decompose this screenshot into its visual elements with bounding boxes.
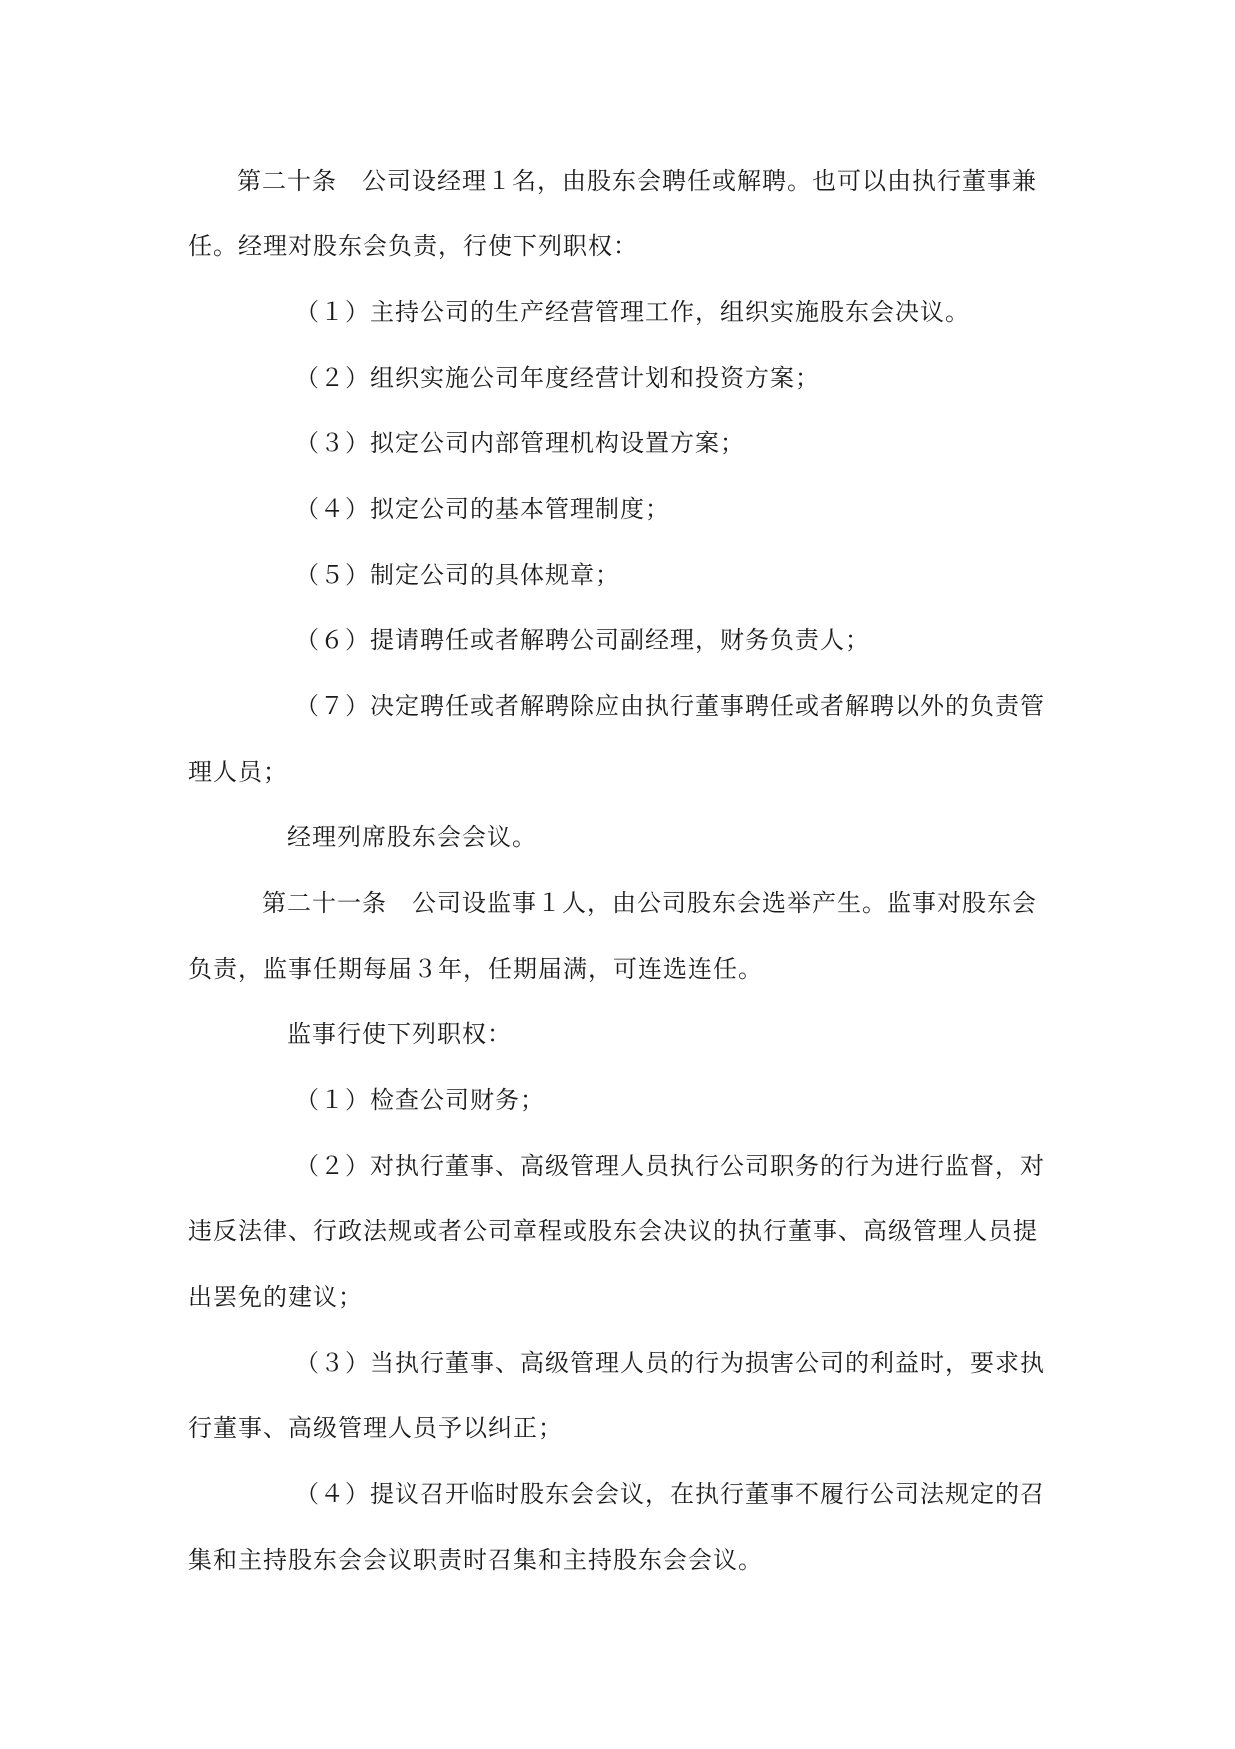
manager-duty-6: （６）提请聘任或者解聘公司副经理，财务负责人；	[295, 626, 870, 654]
supervisor-duty-2-line-3: 出罢免的建议；	[188, 1283, 363, 1311]
supervisor-duty-1: （１）检查公司财务；	[295, 1086, 545, 1114]
supervisor-duty-3-line-1: （ ３ ） 当 执 行 董 事 、 高 级 管 理 人 员 的 行 为 损 害 公 司 的 利 益 时 ， 要 求 执	[295, 1349, 1045, 1377]
manager-duty-4: （４）拟定公司的基本管理制度；	[295, 495, 670, 523]
supervisor-duty-2-line-2: 违 反 法 律 、 行 政 法 规 或 者 公 司 章 程 或 股 东 会 决 议 的 执 行 董 事 、 高 级 管 理 人 员 提	[188, 1217, 1038, 1245]
manager-duty-2: （２）组织实施公司年度经营计划和投资方案；	[295, 364, 820, 392]
article-20-line-2: 任。经理对股东会负责，行使下列职权：	[188, 232, 638, 260]
manager-duty-3: （３）拟定公司内部管理机构设置方案；	[295, 429, 745, 457]
supervisor-duty-4-line-1: （ ４ ） 提 议 召 开 临 时 股 东 会 会 议 ， 在 执 行 董 事 不 履 行 公 司 法 规 定 的 召	[295, 1480, 1045, 1508]
manager-duty-1: （１）主持公司的生产经营管理工作，组织实施股东会决议。	[295, 298, 970, 326]
article-21-line-2: 负责，监事任期每届３年，任期届满，可连选连任。	[188, 955, 763, 983]
manager-duty-7-line-1: （ ７ ） 决 定 聘 任 或 者 解 聘 除 应 由 执 行 董 事 聘 任 或 者 解 聘 以 外 的 负 责 管	[295, 692, 1045, 720]
manager-duty-7-line-2: 理人员；	[188, 758, 288, 786]
manager-attends-meeting: 经理列席股东会会议。	[287, 823, 537, 851]
supervisor-duty-2-line-1: （ ２ ） 对 执 行 董 事 、 高 级 管 理 人 员 执 行 公 司 职 务 的 行 为 进 行 监 督 ， 对	[295, 1152, 1045, 1180]
supervisor-powers-heading: 监事行使下列职权：	[287, 1020, 512, 1048]
article-21-line-1: 第 二 十 一 条 公 司 设 监 事 １ 人 ， 由 公 司 股 东 会 选 举 产 生 。 监 事 对 股 东 会	[262, 889, 1037, 917]
supervisor-duty-4-line-2: 集和主持股东会会议职责时召集和主持股东会会议。	[188, 1546, 763, 1574]
manager-duty-5: （５）制定公司的具体规章；	[295, 561, 620, 589]
supervisor-duty-3-line-2: 行董事、高级管理人员予以纠正；	[188, 1414, 563, 1442]
article-20-line-1: 第 二 十 条 公 司 设 经 理 １ 名 ， 由 股 东 会 聘 任 或 解 聘 。 也 可 以 由 执 行 董 事 兼	[237, 167, 1037, 195]
